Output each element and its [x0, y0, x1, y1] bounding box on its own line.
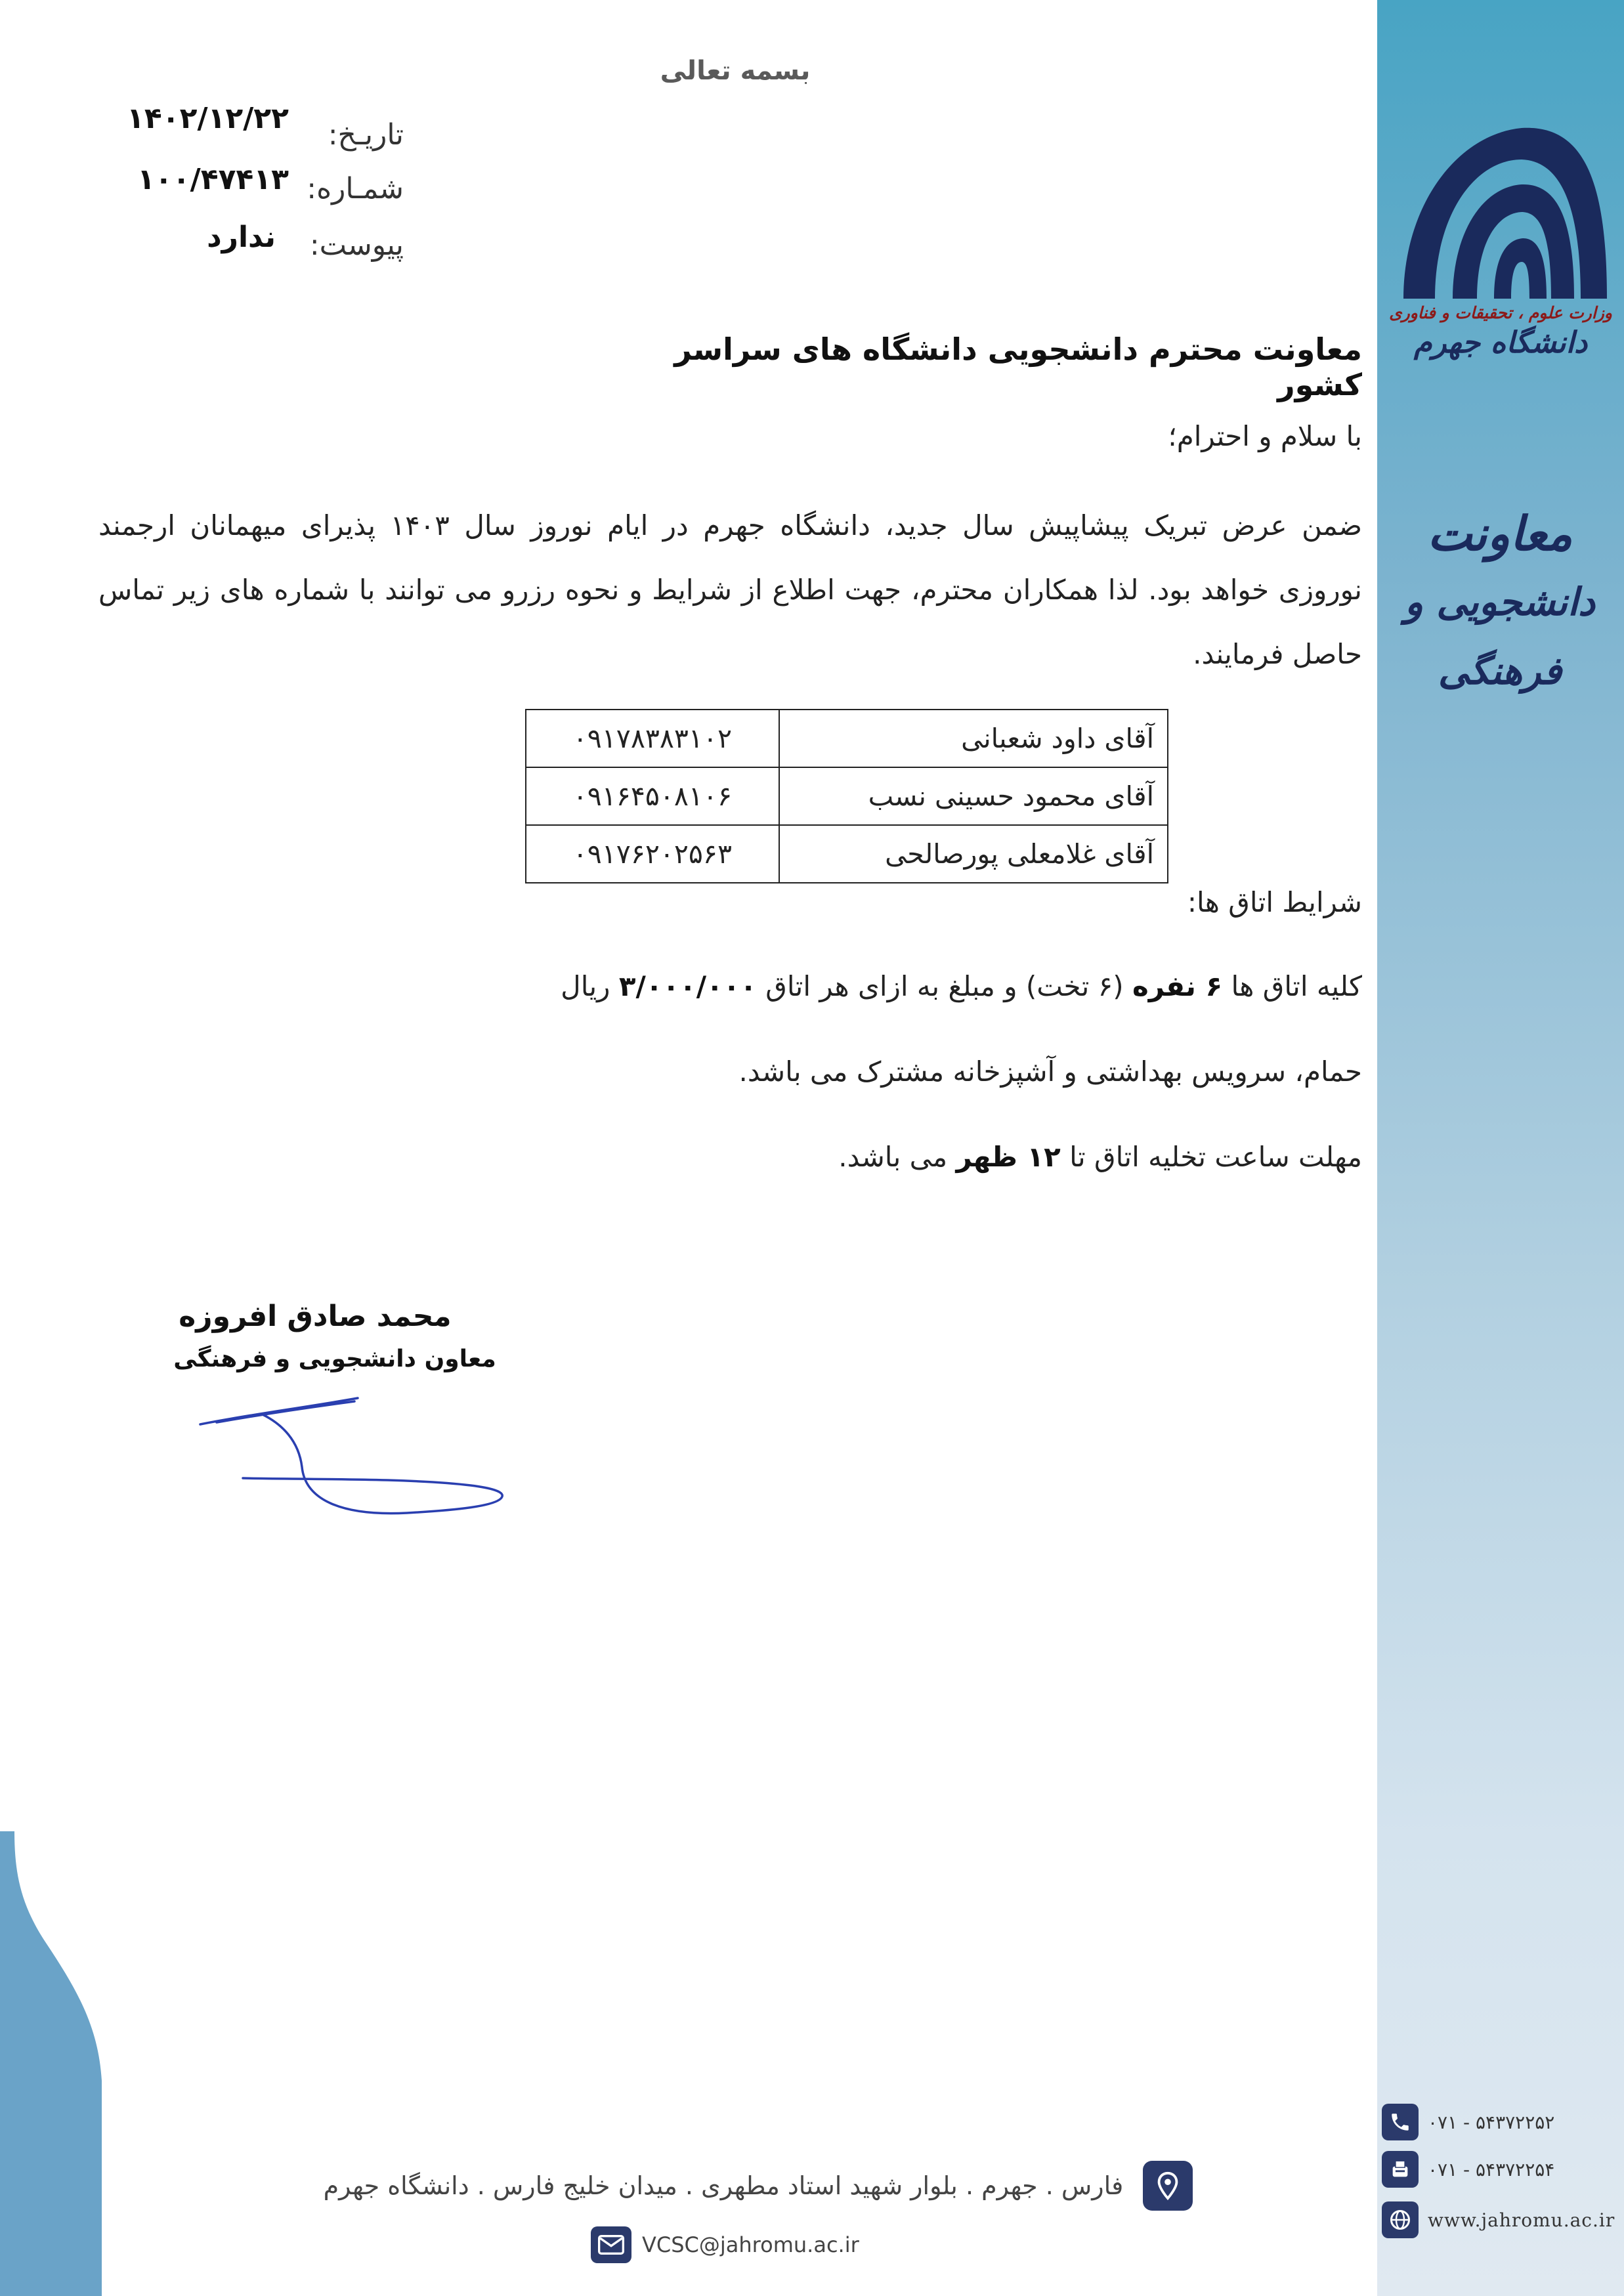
- body-paragraph: ضمن عرض تبریک پیشاپیش سال جدید، دانشگاه جهرم در ایام نوروز سال ۱۴۰۳ پذیرای میهمانان ارجمند نوروزی خواهد بود. لذا همکاران محترم، جهت اطلاع از شرایط و نحوه رزرو می توانند با شماره های زیر تماس حاصل فرمایند.: [98, 509, 1363, 670]
- contact-phone: ۰۹۱۷۶۲۰۲۵۶۳: [526, 825, 779, 883]
- email-link[interactable]: VCSC@jahromu.ac.ir: [642, 2232, 859, 2257]
- fax-icon: [1382, 2151, 1419, 2188]
- room-line-3-prefix: مهلت ساعت تخلیه اتاق تا: [1060, 1141, 1362, 1173]
- contact-name: آقای داود شعبانی: [779, 710, 1168, 767]
- room-capacity: ۶ نفره: [1132, 970, 1223, 1002]
- contact-phone: ۰۹۱۷۸۳۸۳۱۰۲: [526, 710, 779, 767]
- footer-address: [289, 2159, 1228, 2212]
- date-label: تاریـخ:: [328, 118, 404, 152]
- attachment-value: ندارد: [207, 221, 276, 254]
- location-pin-icon: [1143, 2161, 1193, 2211]
- attachment-label: پیوست:: [309, 228, 404, 262]
- bismillah-heading: بسمه تعالی: [660, 56, 811, 86]
- contact-phone: ۰۹۱۶۴۵۰۸۱۰۶: [526, 767, 779, 825]
- contacts-table: [525, 709, 1168, 883]
- contact-name: آقای غلامعلی پورصالحی: [779, 825, 1168, 883]
- room-line-1-middle: (۶ تخت) و مبلغ به ازای هر اتاق: [756, 970, 1132, 1002]
- room-price: ۳/۰۰۰/۰۰۰: [618, 970, 757, 1002]
- greeting-line: با سلام و احترام؛: [1168, 420, 1362, 452]
- table-row: [526, 767, 1168, 825]
- signer-name: محمد صادق افروزه: [179, 1300, 452, 1333]
- address-text: فارس . جهرم . بلوار شهید استاد مطهری . میدان خلیج فارس . دانشگاه جهرم: [323, 2171, 1124, 2200]
- room-condition-facilities: حمام، سرویس بهداشتی و آشپزخانه مشترک می باشد.: [738, 1055, 1362, 1088]
- footer-phone: [1382, 2102, 1618, 2142]
- deputy-title-calligraphy: [1385, 499, 1615, 706]
- deputy-line-2: دانشجویی و فرهنگی: [1405, 580, 1595, 693]
- handwritten-signature-icon: [190, 1388, 519, 1533]
- deputy-line-1: معاونت: [1427, 505, 1573, 561]
- date-value: ۱۴۰۲/۱۲/۲۲: [127, 102, 289, 135]
- room-conditions-title: شرایط اتاق ها:: [1187, 886, 1362, 918]
- room-condition-capacity-price: [459, 970, 1362, 1002]
- room-line-3-suffix: می باشد.: [838, 1141, 956, 1173]
- number-label: شمـاره:: [307, 172, 404, 205]
- signer-title: معاون دانشجویی و فرهنگی: [173, 1346, 496, 1372]
- footer-email[interactable]: [591, 2222, 919, 2268]
- room-condition-checkout: [459, 1141, 1362, 1173]
- phone-icon: [1382, 2104, 1419, 2140]
- phone-number: ۰۷۱ - ۵۴۳۷۲۲۵۲: [1428, 2111, 1555, 2133]
- table-row: [526, 825, 1168, 883]
- website-link[interactable]: www.jahromu.ac.ir: [1428, 2209, 1615, 2231]
- fax-number: ۰۷۱ - ۵۴۳۷۲۲۵۴: [1428, 2158, 1555, 2180]
- recipient-heading: معاونت محترم دانشجویی دانشگاه های سراسر کشور: [674, 331, 1362, 402]
- footer-fax: [1382, 2150, 1618, 2189]
- bottom-left-wave-decoration: [0, 1831, 112, 2296]
- globe-icon: [1382, 2201, 1419, 2238]
- room-line-1-suffix: ریال: [561, 970, 619, 1002]
- ministry-name: وزارت علوم ، تحقیقات و فناوری: [1389, 303, 1612, 322]
- email-icon: [591, 2226, 631, 2263]
- contact-name: آقای محمود حسینی نسب: [779, 767, 1168, 825]
- footer-website[interactable]: [1382, 2200, 1618, 2240]
- checkout-time: ۱۲ ظهر: [956, 1141, 1061, 1173]
- university-name: دانشگاه جهرم: [1413, 325, 1588, 360]
- table-row: [526, 710, 1168, 767]
- room-line-1-prefix: کلیه اتاق ها: [1222, 970, 1362, 1002]
- number-value: ۱۰۰/۴۷۴۱۳: [137, 163, 289, 196]
